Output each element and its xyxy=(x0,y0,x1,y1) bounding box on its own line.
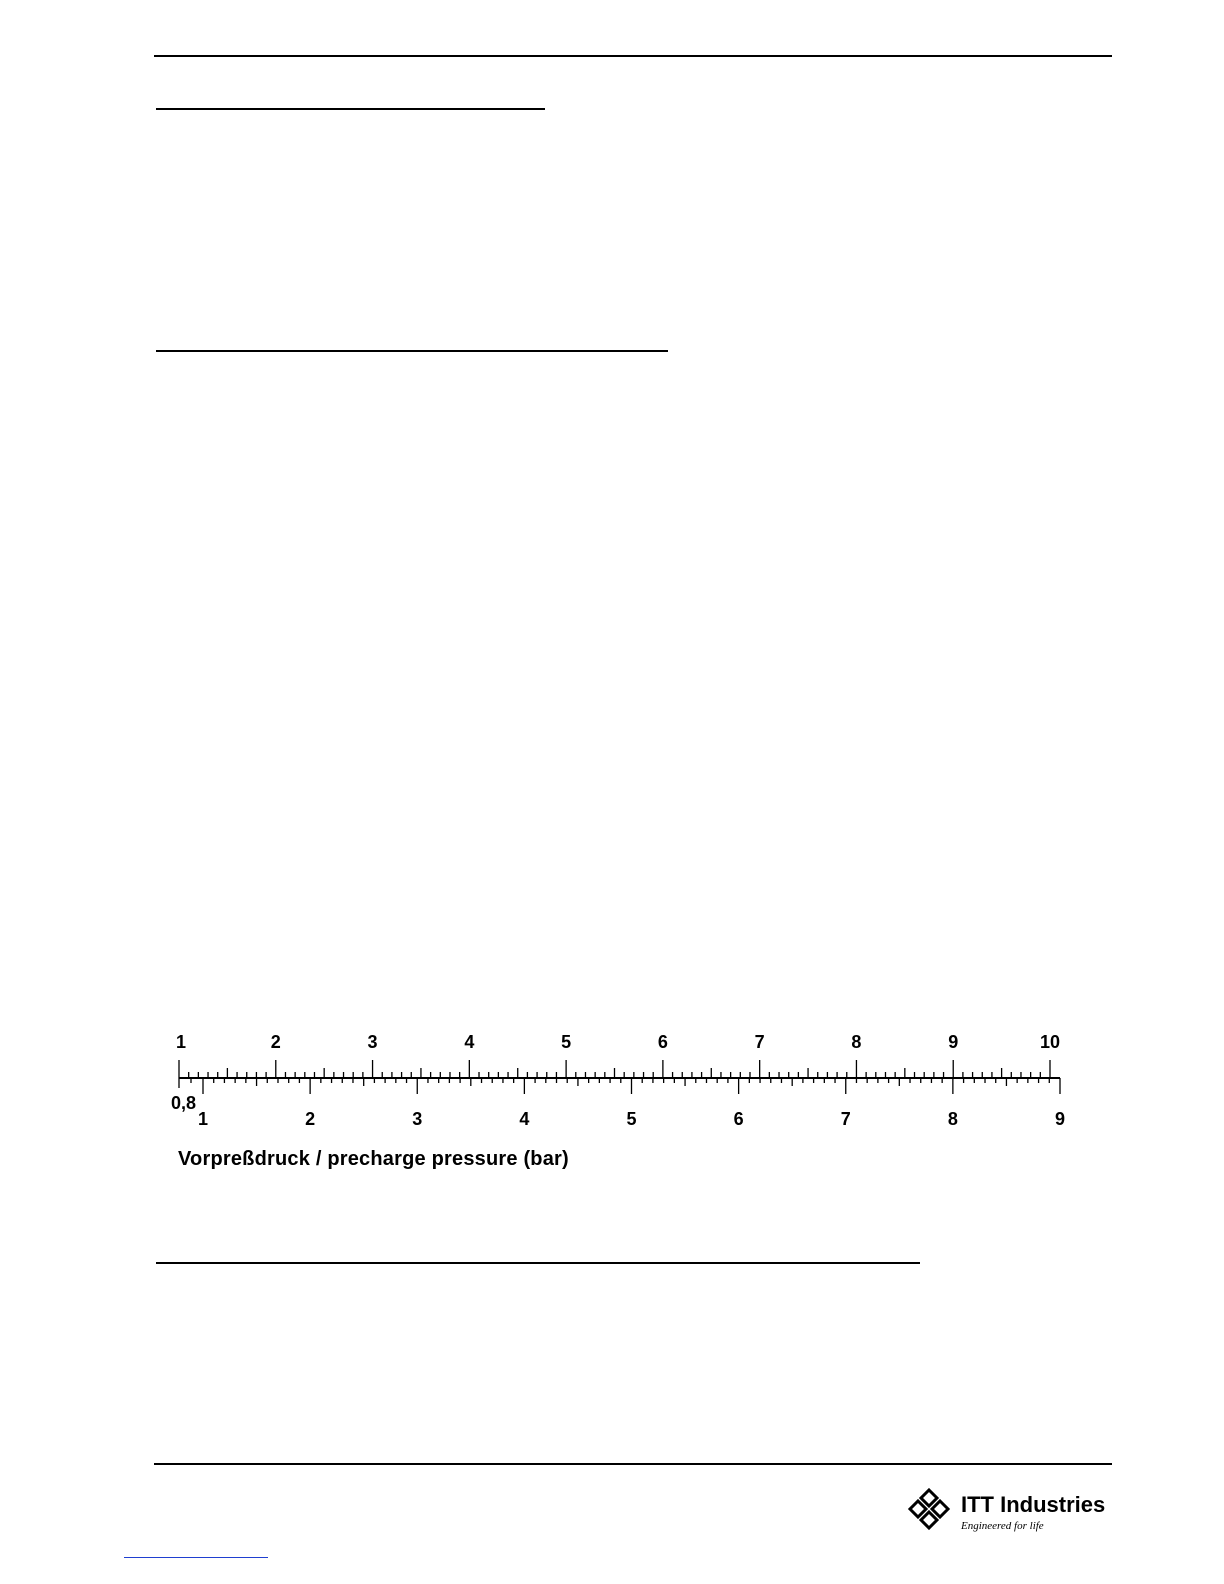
scale-bottom-label-5: 5 xyxy=(626,1109,637,1129)
section-heading-underline-3 xyxy=(156,1262,920,1264)
footer-link-underline[interactable] xyxy=(124,1557,268,1558)
scale-bottom-label-8: 8 xyxy=(947,1109,958,1129)
scale-ruler xyxy=(150,1020,1090,1140)
scale-top-label-6: 6 xyxy=(657,1032,668,1052)
scale-bottom-label-9: 9 xyxy=(1054,1109,1066,1129)
scale-caption: Vorpreßdruck / precharge pressure (bar) xyxy=(178,1148,569,1170)
scale-top-label-9: 9 xyxy=(948,1032,959,1052)
scale-bottom-label-4: 4 xyxy=(519,1109,530,1129)
scale-top-label-1: 1 xyxy=(175,1032,187,1052)
footer-rule xyxy=(154,1463,1112,1465)
header-rule xyxy=(154,55,1112,57)
section-heading-underline-1 xyxy=(156,108,545,110)
scale-bottom-label-start: 0,8 xyxy=(171,1093,197,1113)
scale-top-label-10: 10 xyxy=(1039,1032,1061,1052)
scale-bottom-label-7: 7 xyxy=(840,1109,851,1129)
section-heading-underline-2 xyxy=(156,350,668,352)
scale-bottom-label-3: 3 xyxy=(412,1109,423,1129)
logo-tagline: Engineered for life xyxy=(961,1520,1044,1532)
scale-bottom-label-2: 2 xyxy=(305,1109,316,1129)
itt-diamond-logo-icon xyxy=(904,1488,954,1538)
scale-bottom-label-1: 1 xyxy=(197,1109,209,1129)
scale-top-label-8: 8 xyxy=(851,1032,862,1052)
scale-top-label-5: 5 xyxy=(561,1032,572,1052)
precharge-pressure-scale xyxy=(150,1020,1090,1200)
scale-top-label-3: 3 xyxy=(367,1032,378,1052)
scale-bottom-label-6: 6 xyxy=(733,1109,744,1129)
scale-top-label-7: 7 xyxy=(754,1032,765,1052)
logo-name: ITT Industries xyxy=(961,1492,1106,1517)
itt-industries-logo xyxy=(904,1486,1104,1546)
scale-top-label-2: 2 xyxy=(270,1032,281,1052)
scale-top-label-4: 4 xyxy=(464,1032,475,1052)
